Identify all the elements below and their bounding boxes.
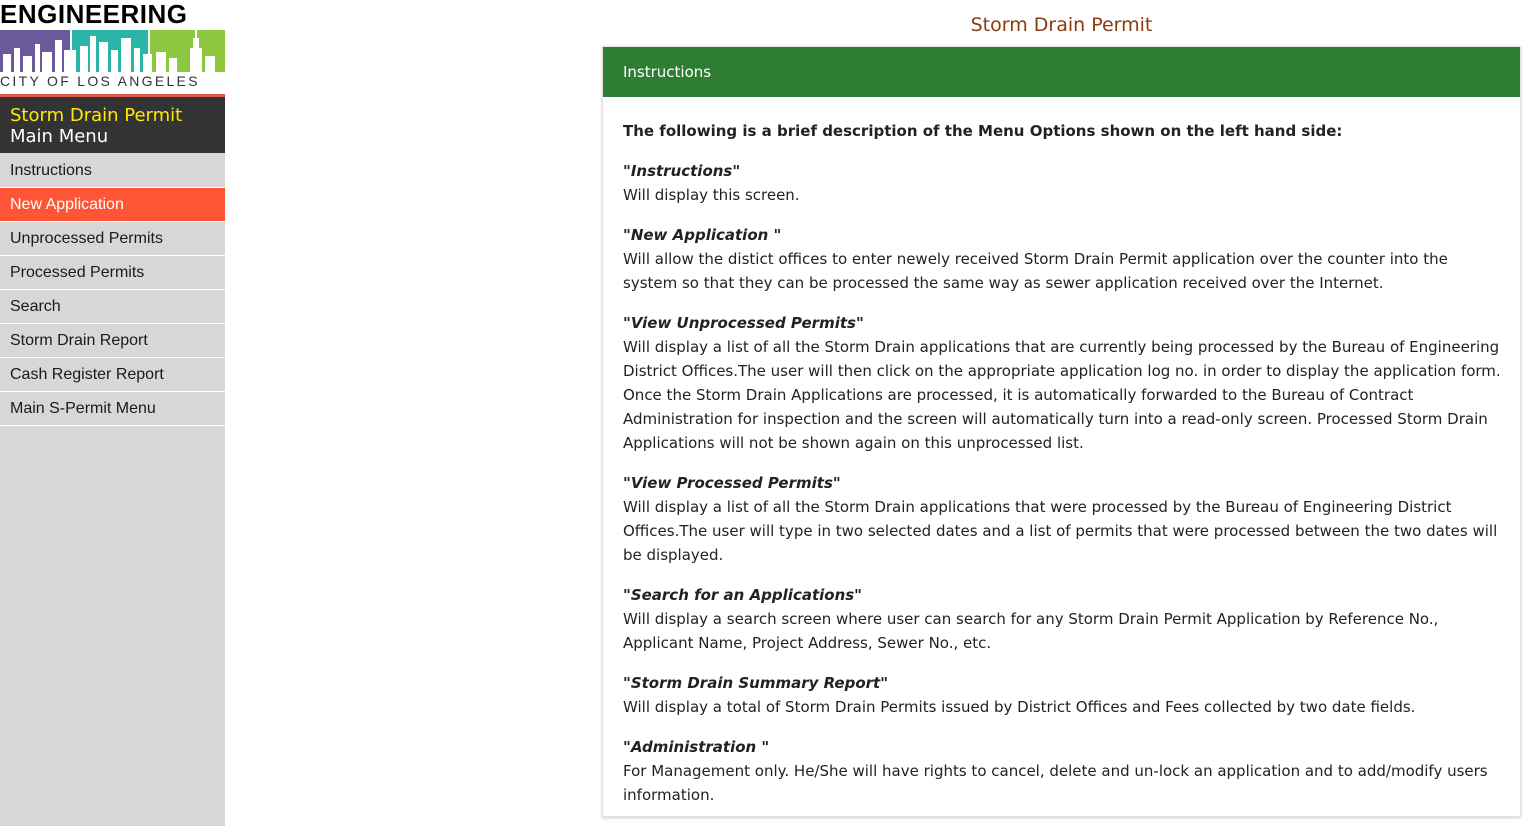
menu-item-new-application[interactable]: New Application <box>0 188 225 222</box>
menu-header-title: Storm Drain Permit <box>10 105 183 126</box>
menu-item-search[interactable]: Search <box>0 290 225 324</box>
description-title: "Administration " <box>623 738 770 756</box>
description-item <box>623 671 1502 719</box>
description-text: Will display a search screen where user can search for any Storm Drain Permit Application by Reference No., Applicant Name, Project Address, Sewer No., etc. <box>623 610 1439 652</box>
menu-item-unprocessed-permits[interactable]: Unprocessed Permits <box>0 222 225 256</box>
description-text: Will display this screen. <box>623 186 800 204</box>
description-text: Will display a list of all the Storm Drain applications that are currently being processed by the Bureau of Engineering District Offices.The user will then click on the appropriate application log no. in order to display the application form. Once the Storm Drain Applications are processed, it is automatically forwarded to the Bureau of Contract Administration for inspection and the screen will automatically turn into a read-only screen. Processed Storm Drain Applications will not be shown again on this unprocessed list. <box>623 338 1501 452</box>
intro-text: The following is a brief description of the Menu Options shown on the left hand side: <box>623 122 1343 140</box>
menu-header <box>0 97 225 153</box>
description-text: Will display a total of Storm Drain Permits issued by District Offices and Fees collected by two date fields. <box>623 698 1416 716</box>
description-item <box>623 159 1502 207</box>
panel-body <box>603 97 1520 807</box>
panel-header: Instructions <box>603 47 1520 97</box>
menu-item-instructions[interactable]: Instructions <box>0 154 225 188</box>
engineering-logo[interactable] <box>0 0 225 97</box>
description-title: "Search for an Applications" <box>623 586 862 604</box>
description-item <box>623 471 1502 567</box>
menu-item-cash-register-report[interactable]: Cash Register Report <box>0 358 225 392</box>
city-skyline-logo-graphic <box>0 26 225 74</box>
instructions-panel <box>602 46 1521 817</box>
description-item <box>623 583 1502 655</box>
description-title: "New Application " <box>623 226 782 244</box>
description-title: "Storm Drain Summary Report" <box>623 674 889 692</box>
description-text: Will display a list of all the Storm Drain applications that were processed by the Bureau of Engineering District Offices.The user will type in two selected dates and a list of permits that were processed between the two dates will be displayed. <box>623 498 1498 564</box>
description-title: "View Processed Permits" <box>623 474 841 492</box>
logo-wordmark: ENGINEERING <box>0 0 188 29</box>
sidebar <box>0 0 225 826</box>
description-text: For Management only. He/She will have rights to cancel, delete and un-lock an application and to add/modify users information. <box>623 762 1488 804</box>
menu-header-subtitle: Main Menu <box>10 126 109 147</box>
description-item <box>623 311 1502 455</box>
page-title: Storm Drain Permit <box>970 14 1153 36</box>
menu-item-processed-permits[interactable]: Processed Permits <box>0 256 225 290</box>
main-menu <box>0 154 225 426</box>
description-title: "View Unprocessed Permits" <box>623 314 864 332</box>
description-title: "Instructions" <box>623 162 741 180</box>
logo-city-text: CITY OF LOS ANGELES <box>0 73 200 89</box>
menu-item-storm-drain-report[interactable]: Storm Drain Report <box>0 324 225 358</box>
menu-item-main-s-permit-menu[interactable]: Main S-Permit Menu <box>0 392 225 426</box>
description-item <box>623 223 1502 295</box>
description-text: Will allow the distict offices to enter newely received Storm Drain Permit application over the counter into the system so that they can be processed the same way as sewer application received over the Internet. <box>623 250 1448 292</box>
description-item <box>623 735 1502 807</box>
